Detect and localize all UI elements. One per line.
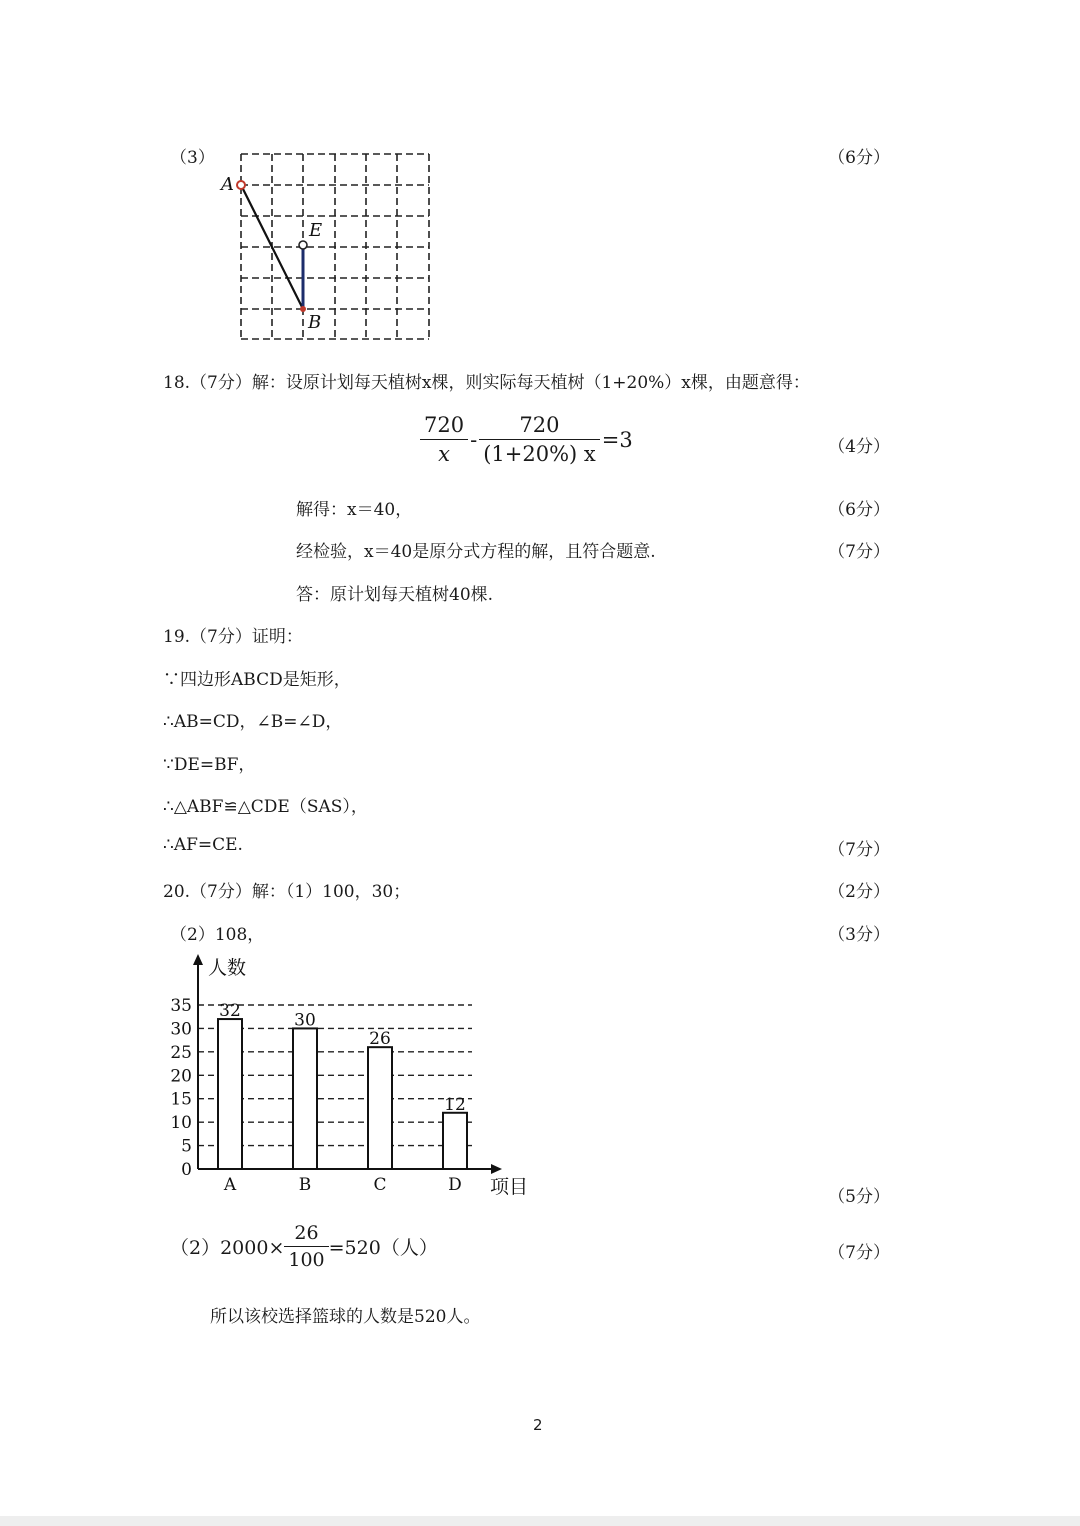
x-tick-label-B: B — [298, 1175, 312, 1195]
x-axis-title: 项目 — [490, 1176, 529, 1198]
q18-solve-score: （6分） — [828, 500, 890, 520]
y-axis-arrow — [193, 954, 203, 965]
bar-value-label-A: 32 — [219, 1001, 241, 1022]
q19-line-4: ∴△ABF≌△CDE（SAS）， — [163, 797, 368, 817]
y-tick-label-5: 5 — [181, 1136, 192, 1157]
bar-D — [443, 1113, 467, 1169]
bar-chart — [160, 950, 560, 1200]
label-b: B — [308, 312, 322, 333]
x-axis-arrow — [491, 1164, 502, 1174]
q20-chart-score: （5分） — [828, 1187, 890, 1207]
q17-grid-diagram — [215, 140, 445, 345]
page-bottom-band — [0, 1516, 1080, 1526]
bar-B — [293, 1028, 317, 1169]
y-tick-label-25: 25 — [170, 1042, 192, 1063]
y-tick-label-35: 35 — [170, 996, 192, 1016]
q19-line-5: ∴AF=CE. — [163, 835, 243, 855]
q18-num-1: 720 — [420, 413, 468, 440]
q20-intro-score: （2分） — [828, 882, 890, 902]
grid-lines — [241, 154, 429, 339]
q17-score: （6分） — [828, 148, 890, 168]
q20-calc-score: （7分） — [828, 1243, 890, 1263]
q17-part-label: （3） — [170, 148, 215, 168]
q18-num-2: 720 — [479, 413, 600, 440]
q18-frac-2 — [479, 413, 600, 466]
q20-calc-frac — [284, 1222, 328, 1271]
q20-calc-num: 26 — [284, 1222, 328, 1247]
q20-conclusion: 所以该校选择篮球的人数是520人。 — [210, 1307, 481, 1327]
chart-bars — [218, 1019, 467, 1169]
q18-minus: - — [470, 427, 478, 452]
q18-solve: 解得：x＝40， — [296, 500, 413, 520]
bar-value-label-B: 30 — [294, 1010, 316, 1031]
point-b — [300, 306, 306, 312]
y-tick-label-20: 20 — [170, 1066, 192, 1087]
q20-calc-prefix: （2）2000× — [170, 1237, 285, 1259]
q18-frac-1 — [420, 413, 468, 466]
q20-part2: （2）108， — [170, 925, 265, 945]
q20-calc-suffix: =520（人） — [328, 1237, 438, 1259]
q18-rhs: =3 — [601, 427, 633, 452]
y-tick-label-30: 30 — [170, 1019, 192, 1040]
y-axis-title: 人数 — [208, 957, 247, 979]
q19-intro: 19.（7分）证明： — [163, 627, 303, 647]
bar-value-label-D: 12 — [444, 1094, 466, 1115]
q20-calc-den: 100 — [288, 1249, 325, 1271]
y-tick-label-0: 0 — [181, 1160, 192, 1180]
q18-den-2: (1+20%) x — [483, 442, 596, 466]
bar-A — [218, 1019, 242, 1169]
q20-intro: 20.（7分）解：（1）100，30； — [163, 882, 411, 902]
point-a — [237, 181, 245, 189]
bar-C — [368, 1047, 392, 1169]
q19-line-1: ∵四边形ABCD是矩形， — [163, 670, 351, 690]
label-e: E — [309, 220, 323, 241]
x-tick-label-C: C — [373, 1175, 387, 1195]
x-tick-label-A: A — [223, 1175, 237, 1195]
q19-line-2: ∴AB=CD，∠B=∠D， — [163, 712, 343, 732]
point-e — [299, 241, 307, 249]
y-tick-label-10: 10 — [170, 1113, 192, 1134]
q18-equation — [420, 413, 633, 466]
q18-den-1: x — [438, 442, 450, 466]
q18-check: 经检验，x＝40是原分式方程的解，且符合题意. — [296, 542, 656, 562]
q18-intro: 18.（7分）解：设原计划每天植树x棵，则实际每天植树（1+20%）x棵，由题意得： — [163, 373, 810, 393]
q19-score: （7分） — [828, 840, 890, 860]
x-tick-label-D: D — [448, 1175, 462, 1195]
chart-labels — [170, 996, 465, 1195]
page-number: 2 — [533, 1416, 543, 1434]
q18-eq-score: （4分） — [828, 437, 890, 457]
q20-part2-score: （3分） — [828, 925, 890, 945]
q18-answer: 答：原计划每天植树40棵. — [296, 585, 494, 605]
q20-calc — [170, 1222, 438, 1271]
q19-line-3: ∵DE=BF， — [163, 755, 256, 775]
label-a: A — [221, 174, 234, 195]
bar-value-label-C: 26 — [369, 1029, 391, 1050]
y-tick-label-15: 15 — [170, 1089, 192, 1110]
q18-check-score: （7分） — [828, 542, 890, 562]
